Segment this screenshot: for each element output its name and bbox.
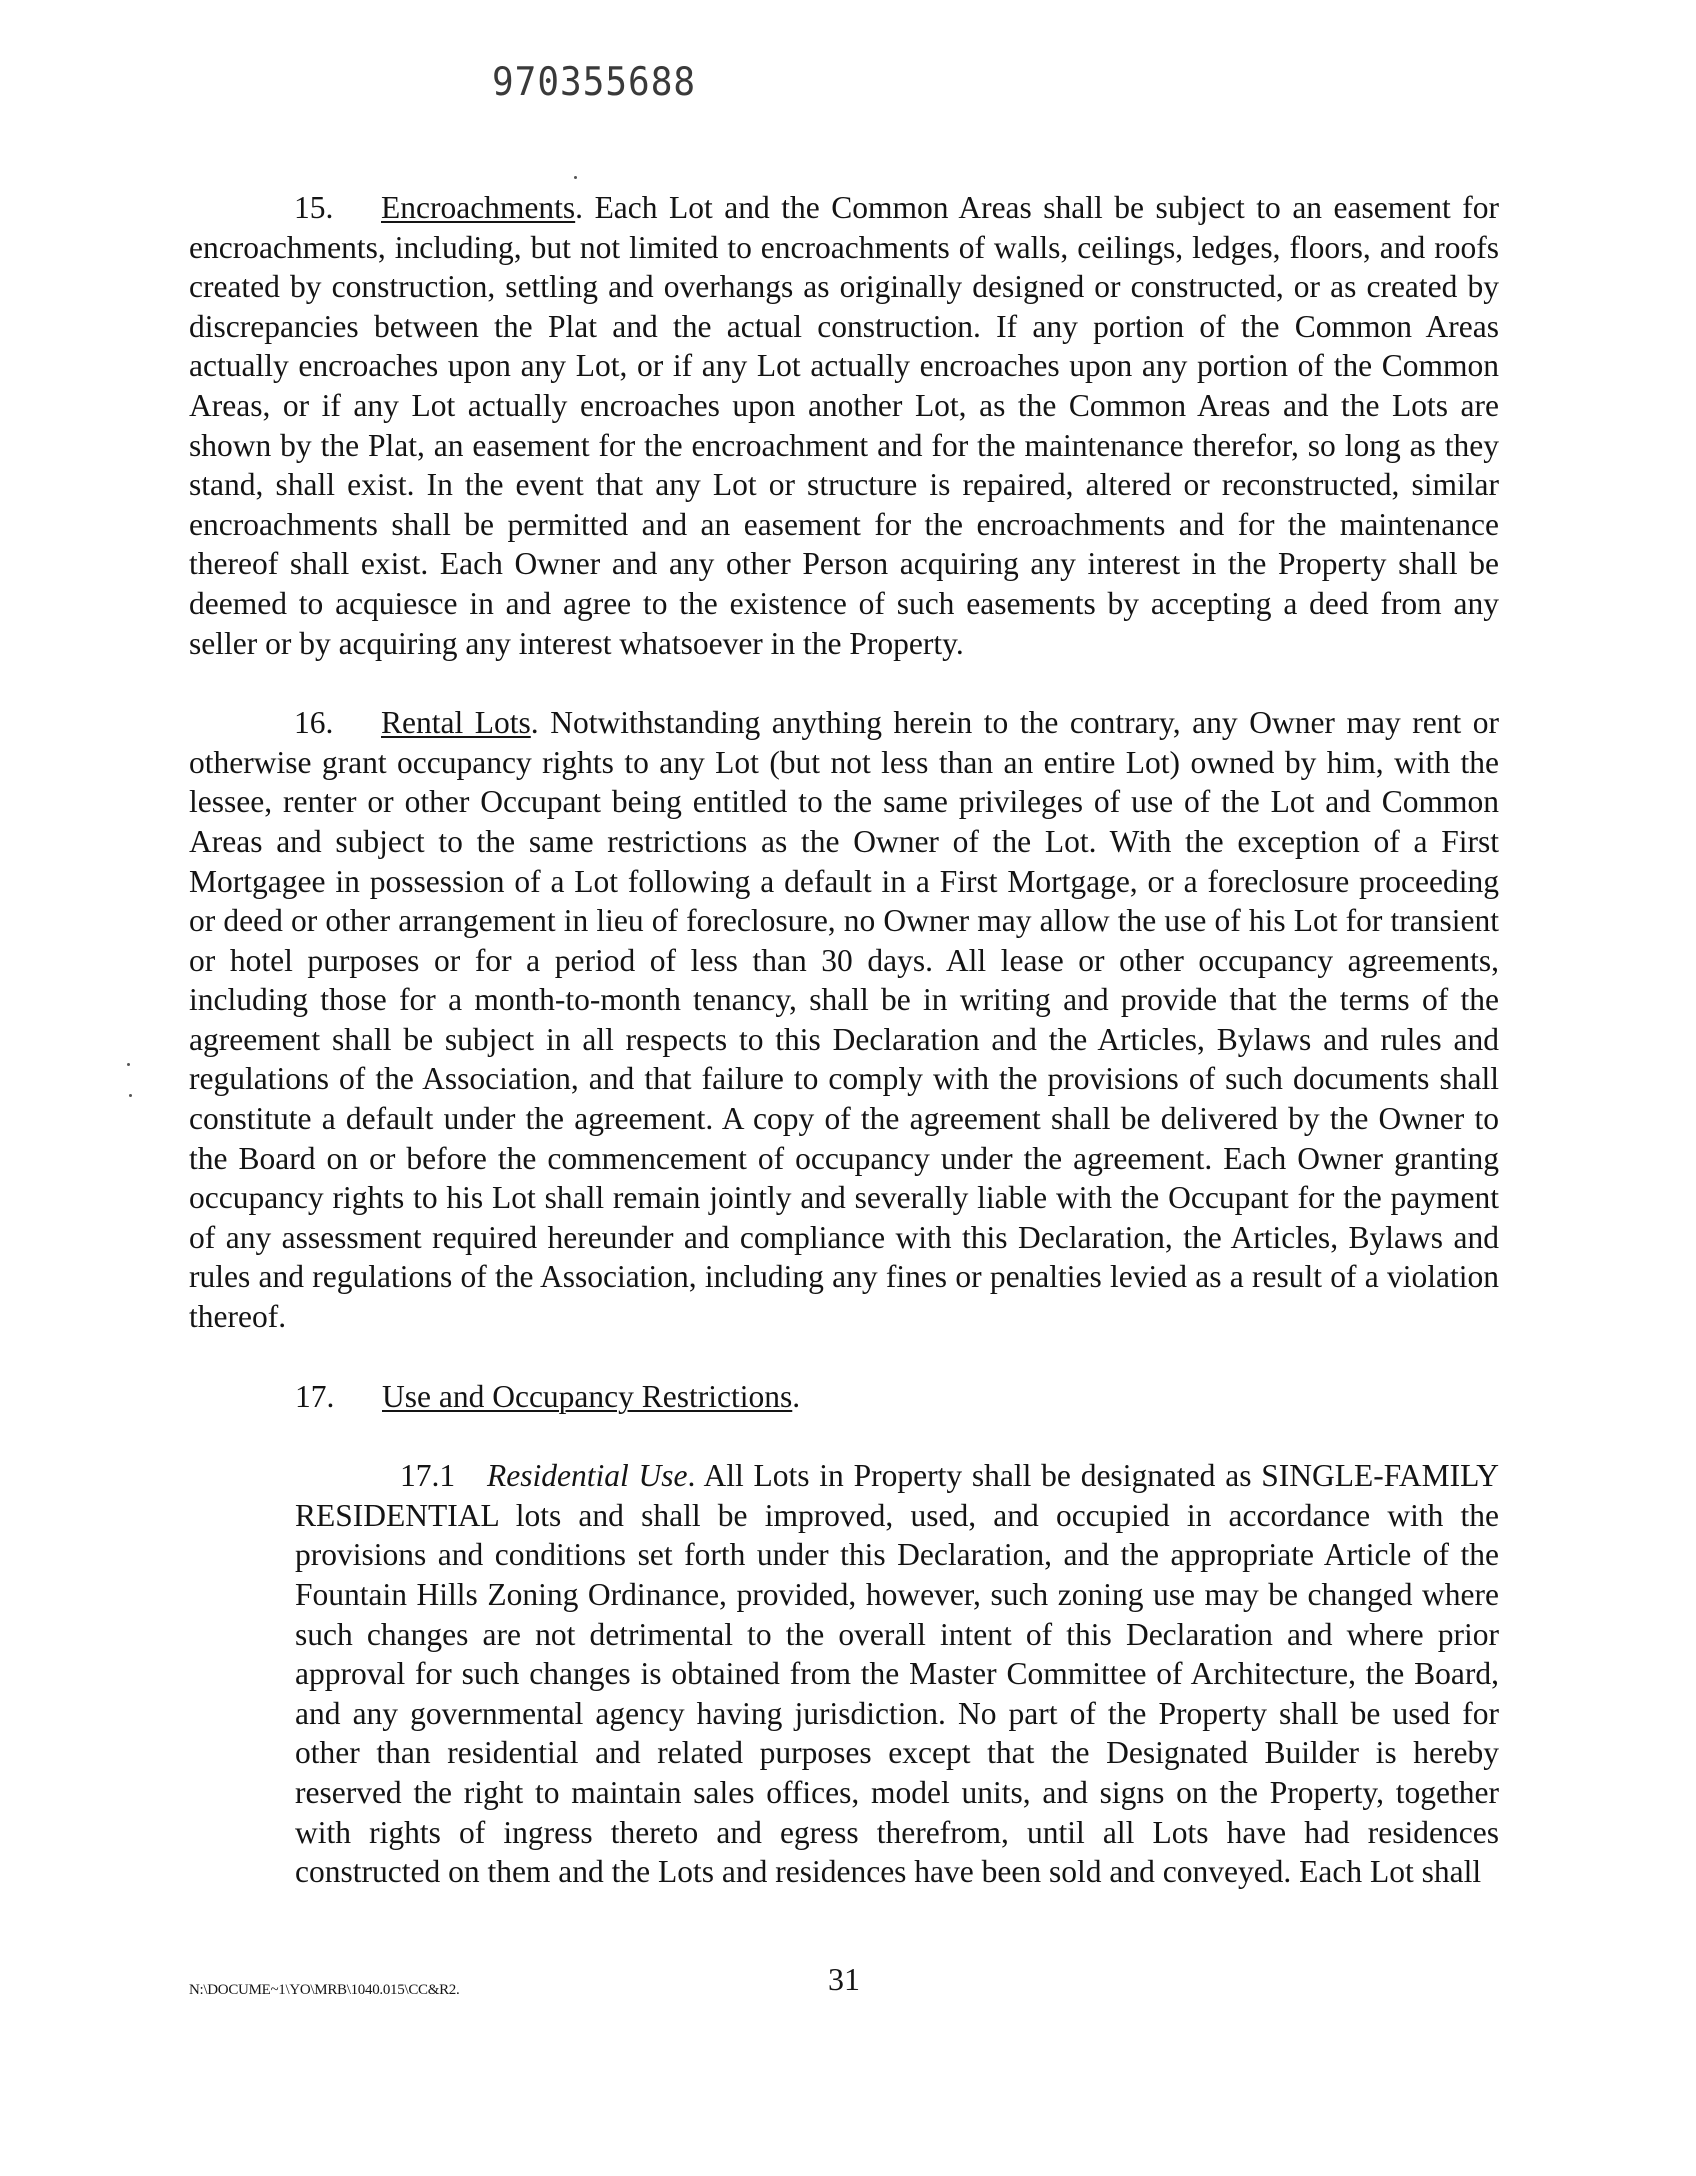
scan-speck <box>127 1063 130 1066</box>
paragraph-spacer <box>189 663 1499 703</box>
section-17-title: Use and Occupancy Restrictions <box>382 1378 793 1414</box>
section-15-number: 15. <box>294 190 334 225</box>
section-15-text: . Each Lot and the Common Areas shall be subject to an easement for encroachments, including, but not limited to encroachments of walls, ceilings, ledges, floors, and roofs created by construction, settling and overhangs as originally designed or constructed, or as created by discrepancies between the Plat and the actual construction. If any portion of the Common Areas actually encroaches upon any Lot, or if any Lot actually encroaches upon any portion of the Common Areas, or if any Lot actually encroaches upon another Lot, as the Common Areas and the Lots are shown by the Plat, an easement for the encroachment and for the maintenance therefor, so long as they stand, shall exist. In the event that any Lot or structure is repaired, altered or reconstructed, similar encroachments shall be permitted and an easement for the encroachments and for the maintenance thereof shall exist. Each Owner and any other Person acquiring any interest in the Property shall be deemed to acquiesce in and agree to the existence of such easements by accepting a deed from any seller or by acquiring any interest whatsoever in the Property. <box>189 190 1499 661</box>
scan-speck <box>129 1094 132 1097</box>
document-body <box>189 188 1499 1892</box>
section-17-number: 17. <box>295 1378 335 1414</box>
section-15-title: Encroachments <box>381 190 576 225</box>
section-16-number: 16. <box>294 705 334 741</box>
paragraph-spacer <box>189 1337 1499 1377</box>
document-stamp-number: 970355688 <box>492 60 697 105</box>
page-number: 31 <box>828 1961 860 1997</box>
footer-file-path: N:\DOCUME~1\YO\MRB\1040.015\CC&R2. <box>189 1982 460 1998</box>
section-17-1-paragraph <box>295 1456 1499 1892</box>
section-17-1-text: . All Lots in Property shall be designated as SINGLE-FAMILY RESIDENTIAL lots and shall be improved, used, and occupied in accordance with the provisions and conditions set forth under this Declaration, and the appropriate Article of the Fountain Hills Zoning Ordinance, provided, however, such zoning use may be changed where such changes are not detrimental to the overall intent of this Declaration and where prior approval for such changes is obtained from the Master Committee of Architecture, the Board, and any governmental agency having jurisdiction. No part of the Property shall be used for other than residential and related purposes except that the Designated Builder is hereby reserved the right to maintain sales offices, model units, and signs on the Property, together with rights of ingress thereto and egress therefrom, until all Lots have had residences constructed on them and the Lots and residences have been sold and conveyed. Each Lot shall <box>295 1458 1499 1890</box>
scan-speck <box>574 176 577 179</box>
section-17-1-title: Residential Use <box>487 1458 688 1494</box>
section-17-1-number: 17.1 <box>400 1458 456 1494</box>
section-15-paragraph <box>189 188 1499 663</box>
section-17-heading <box>295 1377 1499 1417</box>
section-16-text: . Notwithstanding anything herein to the contrary, any Owner may rent or otherwise grant occupancy rights to any Lot (but not less than an entire Lot) owned by him, with the lessee, renter or other Occupant being entitled to the same privileges of use of the Lot and Common Areas and subject to the same restrictions as the Owner of the Lot. With the exception of a First Mortgagee in possession of a Lot following a default in a First Mortgage, or a foreclosure proceeding or deed or other arrangement in lieu of foreclosure, no Owner may allow the use of his Lot for transient or hotel purposes or for a period of less than 30 days. All lease or other occupancy agreements, including those for a month-to-month tenancy, shall be in writing and provide that the terms of the agreement shall be subject in all respects to this Declaration and the Articles, Bylaws and rules and regulations of the Association, and that failure to comply with the provisions of such documents shall constitute a default under the agreement. A copy of the agreement shall be delivered by the Owner to the Board on or before the commencement of occupancy under the agreement. Each Owner granting occupancy rights to his Lot shall remain jointly and severally liable with the Occupant for the payment of any assessment required hereunder and compliance with this Declaration, the Articles, Bylaws and rules and regulations of the Association, including any fines or penalties levied as a result of a violation thereof. <box>189 705 1499 1335</box>
paragraph-spacer <box>189 1416 1499 1456</box>
section-16-title: Rental Lots <box>381 705 531 741</box>
section-16-paragraph <box>189 703 1499 1337</box>
section-17-title-suffix: . <box>792 1378 801 1414</box>
